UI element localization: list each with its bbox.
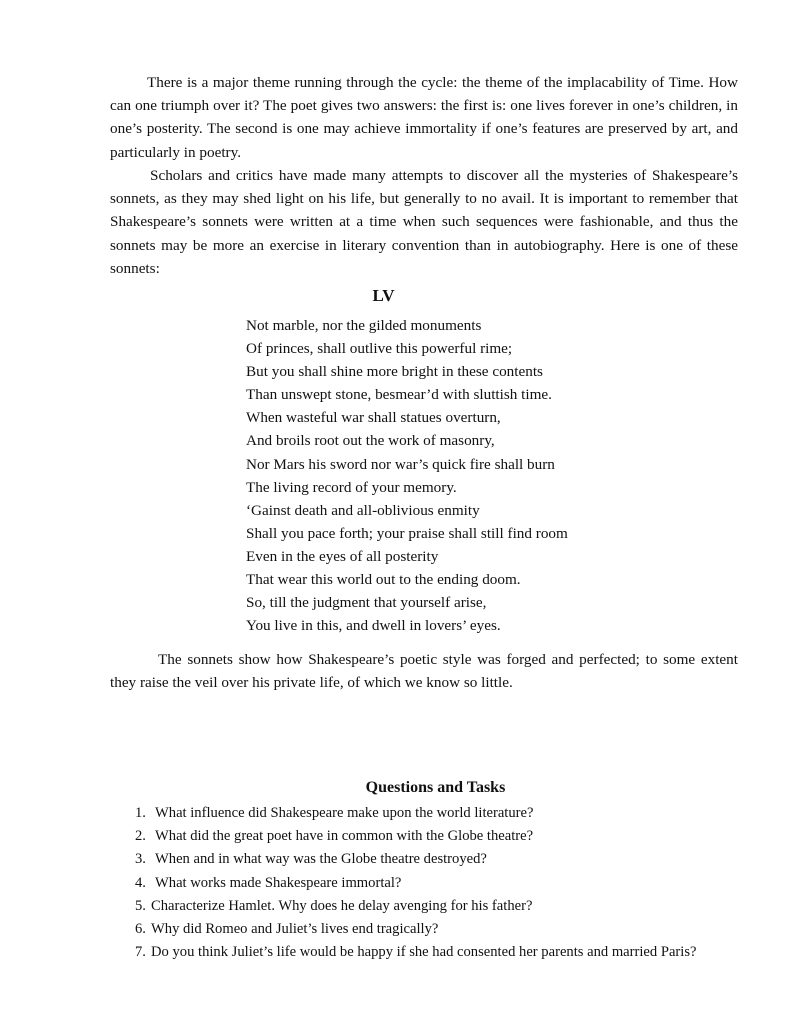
sonnet-line: Not marble, nor the gilded monuments — [246, 317, 482, 334]
sonnet-line: And broils root out the work of masonry, — [246, 432, 495, 450]
question-number: 6. — [135, 921, 146, 938]
sonnet-title — [0, 285, 791, 307]
question-text: Characterize Hamlet. Why does he delay avenging for his father? — [151, 897, 533, 914]
question-item — [135, 941, 755, 964]
sonnet-line: Even in the eyes of all posterity — [246, 547, 439, 565]
closing-paragraph: The sonnets show how Shakespeare’s poetic style was forged and perfected; to some extent they raise the veil over his private life, of which we know so little. — [110, 651, 738, 692]
question-text: Do you think Juliet’s life would be happy if she had consented her parents and married Paris? — [151, 944, 697, 961]
question-number: 2. — [135, 828, 146, 845]
sonnet-line: The living record of your memory. — [246, 478, 457, 496]
sonnet-line: Than unswept stone, besmear’d with sluttish time. — [246, 386, 552, 404]
question-number: 1. — [135, 805, 146, 821]
sonnet-line: Nor Mars his sword nor war’s quick fire shall burn — [246, 455, 555, 473]
question-text: What influence did Shakespeare make upon the world literature? — [155, 805, 534, 821]
question-text: When and in what way was the Globe theatre destroyed? — [155, 851, 487, 868]
sonnet-line: ‘Gainst death and all-oblivious enmity — [246, 501, 480, 519]
scholars-paragraph: Scholars and critics have made many attempts to discover all the mysteries of Shakespeare’s sonnets, as they may shed light on his life, but generally to no avail. It is important to remember that Shakespeare’s sonnets were written at a time when such sequences were fashionable, and thus the sonnets may be more an exercise in literary convention than in autobiography. Here is one of these sonnets: — [110, 167, 738, 277]
question-item — [135, 872, 755, 895]
questions-heading-text: Questions and Tasks — [365, 779, 506, 796]
sonnet-line: When wasteful war shall statues overturn, — [246, 409, 501, 427]
question-text: Why did Romeo and Juliet’s lives end tragically? — [151, 921, 439, 938]
question-item — [135, 895, 755, 918]
sonnet-line: Shall you pace forth; your praise shall still find room — [246, 524, 568, 542]
sonnet-line: But you shall shine more bright in these contents — [246, 363, 543, 381]
sonnet-line: So, till the judgment that yourself arise, — [246, 594, 487, 612]
sonnet-line: That wear this world out to the ending doom. — [246, 571, 521, 589]
question-number: 7. — [135, 944, 146, 961]
questions-list — [135, 802, 755, 964]
question-number: 5. — [135, 897, 146, 914]
intro-paragraph: There is a major theme running through the cycle: the theme of the implacability of Time. How can one triumph over it? The poet gives two answers: the first is: one lives forever in one’s children, in one’s posterity. The second is one may achieve immortality if one’s features are preserved by art, and particularly in poetry. — [110, 74, 738, 161]
question-item — [135, 918, 755, 941]
question-text: What did the great poet have in common with the Globe theatre? — [155, 828, 534, 845]
question-item — [135, 825, 755, 848]
sonnet-line: You live in this, and dwell in lovers’ eyes. — [246, 617, 501, 635]
sonnet-line: Of princes, shall outlive this powerful rime; — [246, 340, 513, 358]
question-text: What works made Shakespeare immortal? — [155, 874, 402, 891]
question-item — [135, 802, 755, 825]
question-number: 3. — [135, 851, 146, 868]
questions-heading — [0, 777, 791, 799]
sonnet-title-text: LV — [372, 286, 395, 305]
question-item — [135, 848, 755, 871]
question-number: 4. — [135, 874, 146, 891]
sonnet-lines — [246, 314, 666, 637]
